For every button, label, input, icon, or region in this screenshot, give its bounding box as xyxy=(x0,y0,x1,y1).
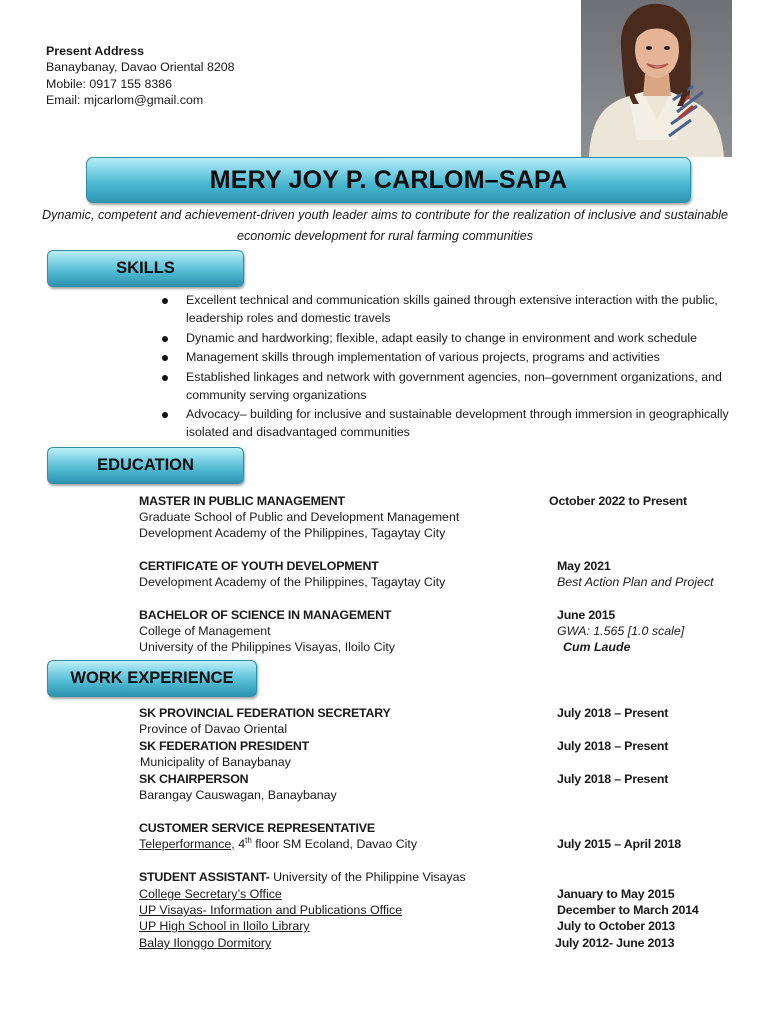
education-institution: Development Academy of the Philippines, Tagaytay City xyxy=(139,575,446,589)
education-title: BACHELOR OF SCIENCE IN MANAGEMENT xyxy=(139,608,392,622)
education-header-label: EDUCATION xyxy=(97,456,194,474)
work-place: Teleperformance, 4th floor SM Ecoland, Davao City xyxy=(139,835,418,851)
education-institution: University of the Philippines Visayas, Iloilo City xyxy=(139,640,395,654)
list-item: Management skills through implementation of various projects, programs and activities xyxy=(160,348,730,366)
list-item: Established linkages and network with government agencies, non–government organizations, and community serving organizations xyxy=(160,368,730,404)
list-item: Advocacy– building for inclusive and sustainable development through immersion in geographically isolated and disadvantaged communities xyxy=(160,405,730,441)
work-title: CUSTOMER SERVICE REPRESENTATIVE xyxy=(139,821,375,835)
education-header xyxy=(47,447,244,484)
work-office: UP High School in Iloilo Library xyxy=(139,919,310,933)
candidate-name: MERY JOY P. CARLOM–SAPA xyxy=(209,165,568,194)
work-title-line xyxy=(139,869,466,885)
education-date: October 2022 to Present xyxy=(549,494,687,508)
work-date: July to October 2013 xyxy=(557,919,675,933)
work-title: SK CHAIRPERSON xyxy=(139,772,249,786)
address-line: Banaybanay, Davao Oriental 8208 xyxy=(46,60,235,75)
work-office: Balay Ilonggo Dormitory xyxy=(139,936,272,950)
work-place: Barangay Causwagan, Banaybanay xyxy=(139,788,337,802)
work-date: July 2018 – Present xyxy=(557,739,669,753)
career-objective: Dynamic, competent and achievement-driven youth leader aims to contribute for the realization of inclusive and sustainable economic development for rural farming communities xyxy=(41,208,729,243)
education-date: May 2021 xyxy=(557,559,611,573)
work-title: SK PROVINCIAL FEDERATION SECRETARY xyxy=(139,706,391,720)
work-date: July 2018 – Present xyxy=(557,706,669,720)
education-honor: Cum Laude xyxy=(563,640,631,654)
work-office: UP Visayas- Information and Publications Office xyxy=(139,903,403,917)
work-title: SK FEDERATION PRESIDENT xyxy=(139,739,310,753)
profile-photo xyxy=(581,0,732,157)
work-header-label: WORK EXPERIENCE xyxy=(70,669,234,687)
work-date: July 2012- June 2013 xyxy=(555,936,675,950)
work-company: Teleperformance, xyxy=(139,837,235,851)
education-gwa: GWA: 1.565 [1.0 scale] xyxy=(557,624,685,638)
bullet-icon xyxy=(162,336,168,342)
list-item: Excellent technical and communication skills gained through extensive interaction with the public, leadership roles and domestic travels xyxy=(160,291,730,327)
bullet-icon xyxy=(162,375,168,381)
bullet-icon xyxy=(162,412,168,418)
list-item: Dynamic and hardworking; flexible, adapt easily to change in environment and work schedule xyxy=(160,329,730,347)
education-title: CERTIFICATE OF YOUTH DEVELOPMENT xyxy=(139,559,379,573)
work-place: Municipality of Banaybanay xyxy=(140,755,291,769)
work-date: January to May 2015 xyxy=(557,887,675,901)
education-date: June 2015 xyxy=(557,608,616,622)
education-institution: Development Academy of the Philippines, Tagaytay City xyxy=(139,526,446,540)
skills-list xyxy=(160,291,730,443)
work-office: College Secretary’s Office xyxy=(139,887,282,901)
work-org: University of the Philippine Visayas xyxy=(269,870,466,884)
profile-photo-illustration xyxy=(581,0,732,157)
education-title: MASTER IN PUBLIC MANAGEMENT xyxy=(139,494,345,508)
work-header xyxy=(47,660,257,697)
name-banner xyxy=(86,157,691,203)
address-heading: Present Address xyxy=(46,44,145,58)
education-school: Graduate School of Public and Development Management xyxy=(139,510,460,524)
education-school: College of Management xyxy=(139,624,271,638)
work-date: July 2015 – April 2018 xyxy=(557,837,681,851)
contact-block xyxy=(46,43,235,108)
bullet-icon xyxy=(162,355,168,361)
work-date: December to March 2014 xyxy=(557,903,699,917)
education-award: Best Action Plan and Project xyxy=(557,575,714,589)
work-date: July 2018 – Present xyxy=(557,772,669,786)
email-line: Email: mjcarlom@gmail.com xyxy=(46,92,204,107)
skills-header xyxy=(47,250,244,287)
mobile-line: Mobile: 0917 155 8386 xyxy=(46,76,173,91)
work-title: STUDENT ASSISTANT- xyxy=(139,870,270,884)
skills-header-label: SKILLS xyxy=(116,259,175,277)
work-place: Province of Davao Oriental xyxy=(139,722,288,736)
bullet-icon xyxy=(162,298,168,304)
